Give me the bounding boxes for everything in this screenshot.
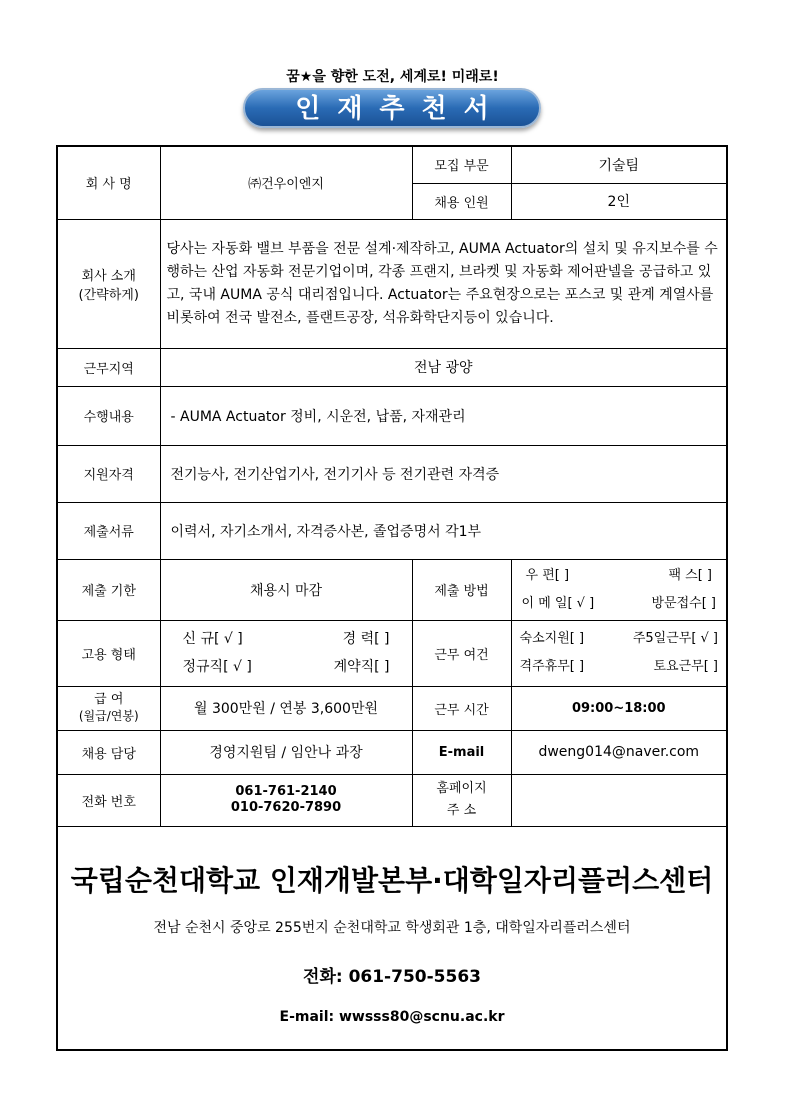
- slogan-text-pre: 꿈: [286, 69, 300, 85]
- hire-count-label: 채용 인원: [412, 183, 511, 219]
- conditions-options: [511, 620, 726, 686]
- slogan: [0, 66, 785, 86]
- company-name-value: ㈜건우이엔지: [160, 147, 412, 219]
- condition-five-day: 주5일근무[ √ ]: [632, 631, 719, 646]
- contact-label: 채용 담당: [58, 730, 160, 774]
- title-banner: 인재추천서: [243, 88, 541, 128]
- phone-line2: 010-7620-7890: [230, 800, 342, 815]
- hire-count-value: 2인: [511, 183, 726, 219]
- hours-label: 근무 시간: [412, 686, 511, 730]
- documents-value: 이력서, 자기소개서, 자격증사본, 졸업증명서 각1부: [160, 502, 726, 559]
- documents-label: 제출서류: [58, 502, 160, 559]
- intro-text: 당사는 자동화 밸브 부품을 전문 설계·제작하고, AUMA Actuator의 설치 및 유지보수를 수행하는 산업 자동화 전문기업이며, 각종 프랜지, 브라켓 및 자동화 제어판넬을 공급하고 있고, 국내 AUMA 공식 대리점입니다. Actuator는 주요현장으로는 포스코 및 관계 계열사를 비롯하여 전국 발전소, 플랜트공장, 석유화학단지등이 있습니다.: [160, 219, 726, 348]
- method-options: [511, 559, 726, 620]
- method-visit: 방문접수[ ]: [651, 595, 717, 611]
- dept-label: 모집 부문: [412, 147, 511, 183]
- intro-label-line1: 회사 소개: [81, 268, 136, 284]
- method-mail: 우 편[ ]: [525, 567, 570, 583]
- homepage-label-line1: 홈페이지: [436, 781, 487, 796]
- qualification-value: 전기능사, 전기산업기사, 전기기사 등 전기관련 자격증: [160, 445, 726, 502]
- salary-label: [58, 686, 160, 730]
- recommendation-form: [56, 145, 728, 1051]
- hours-value: 09:00~18:00: [511, 686, 726, 730]
- method-email: 이 메 일[ √ ]: [521, 595, 595, 611]
- homepage-label: [412, 774, 511, 826]
- form-table: [58, 147, 726, 827]
- qualification-label: 지원자격: [58, 445, 160, 502]
- homepage-value: [511, 774, 726, 826]
- method-label: 제출 방법: [412, 559, 511, 620]
- phone-label: 전화 번호: [58, 774, 160, 826]
- org-phone: 전화: 061-750-5563: [303, 967, 481, 987]
- intro-label: [58, 219, 160, 348]
- condition-saturday: 토요근무[ ]: [653, 659, 719, 674]
- location-value: 전남 광양: [160, 348, 726, 386]
- org-name: 국립순천대학교 인재개발본부·대학일자리플러스센터: [70, 864, 714, 897]
- salary-label-line1: 급 여: [94, 692, 124, 707]
- slogan-text-post: 을 향한 도전, 세계로! 미래로!: [312, 69, 499, 85]
- homepage-label-line2: 주 소: [446, 803, 477, 818]
- dept-value: 기술팀: [511, 147, 726, 183]
- email-value: dweng014@naver.com: [511, 730, 726, 774]
- salary-label-line2: (월급/연봉): [78, 709, 139, 723]
- intro-label-line2: (간략하게): [78, 287, 139, 303]
- deadline-label: 제출 기한: [58, 559, 160, 620]
- employment-contract: 계약직[ ]: [333, 659, 390, 675]
- org-email: E-mail: wwsss80@scnu.ac.kr: [279, 1009, 505, 1025]
- method-fax: 팩 스[ ]: [668, 567, 713, 583]
- duties-label: 수행내용: [58, 386, 160, 445]
- star-icon: ★: [299, 69, 313, 85]
- company-name-label: 회 사 명: [58, 147, 160, 219]
- org-address: 전남 순천시 중앙로 255번지 순천대학교 학생회관 1층, 대학일자리플러스센터: [153, 920, 631, 936]
- email-label: E-mail: [412, 730, 511, 774]
- deadline-value: 채용시 마감: [160, 559, 412, 620]
- employment-new: 신 규[ √ ]: [182, 631, 243, 647]
- conditions-label: 근무 여건: [412, 620, 511, 686]
- condition-biweekly: 격주휴무[ ]: [519, 659, 585, 674]
- employment-label: 고용 형태: [58, 620, 160, 686]
- location-label: 근무지역: [58, 348, 160, 386]
- condition-dorm: 숙소지원[ ]: [519, 631, 585, 646]
- phone-line1: 061-761-2140: [235, 784, 337, 799]
- employment-career: 경 력[ ]: [342, 631, 390, 647]
- employment-regular: 정규직[ √ ]: [182, 659, 252, 675]
- contact-value: 경영지원팀 / 임안나 과장: [160, 730, 412, 774]
- phone-value: [160, 774, 412, 826]
- salary-value: 월 300만원 / 연봉 3,600만원: [160, 686, 412, 730]
- employment-options: [160, 620, 412, 686]
- duties-value: - AUMA Actuator 정비, 시운전, 납품, 자재관리: [160, 386, 726, 445]
